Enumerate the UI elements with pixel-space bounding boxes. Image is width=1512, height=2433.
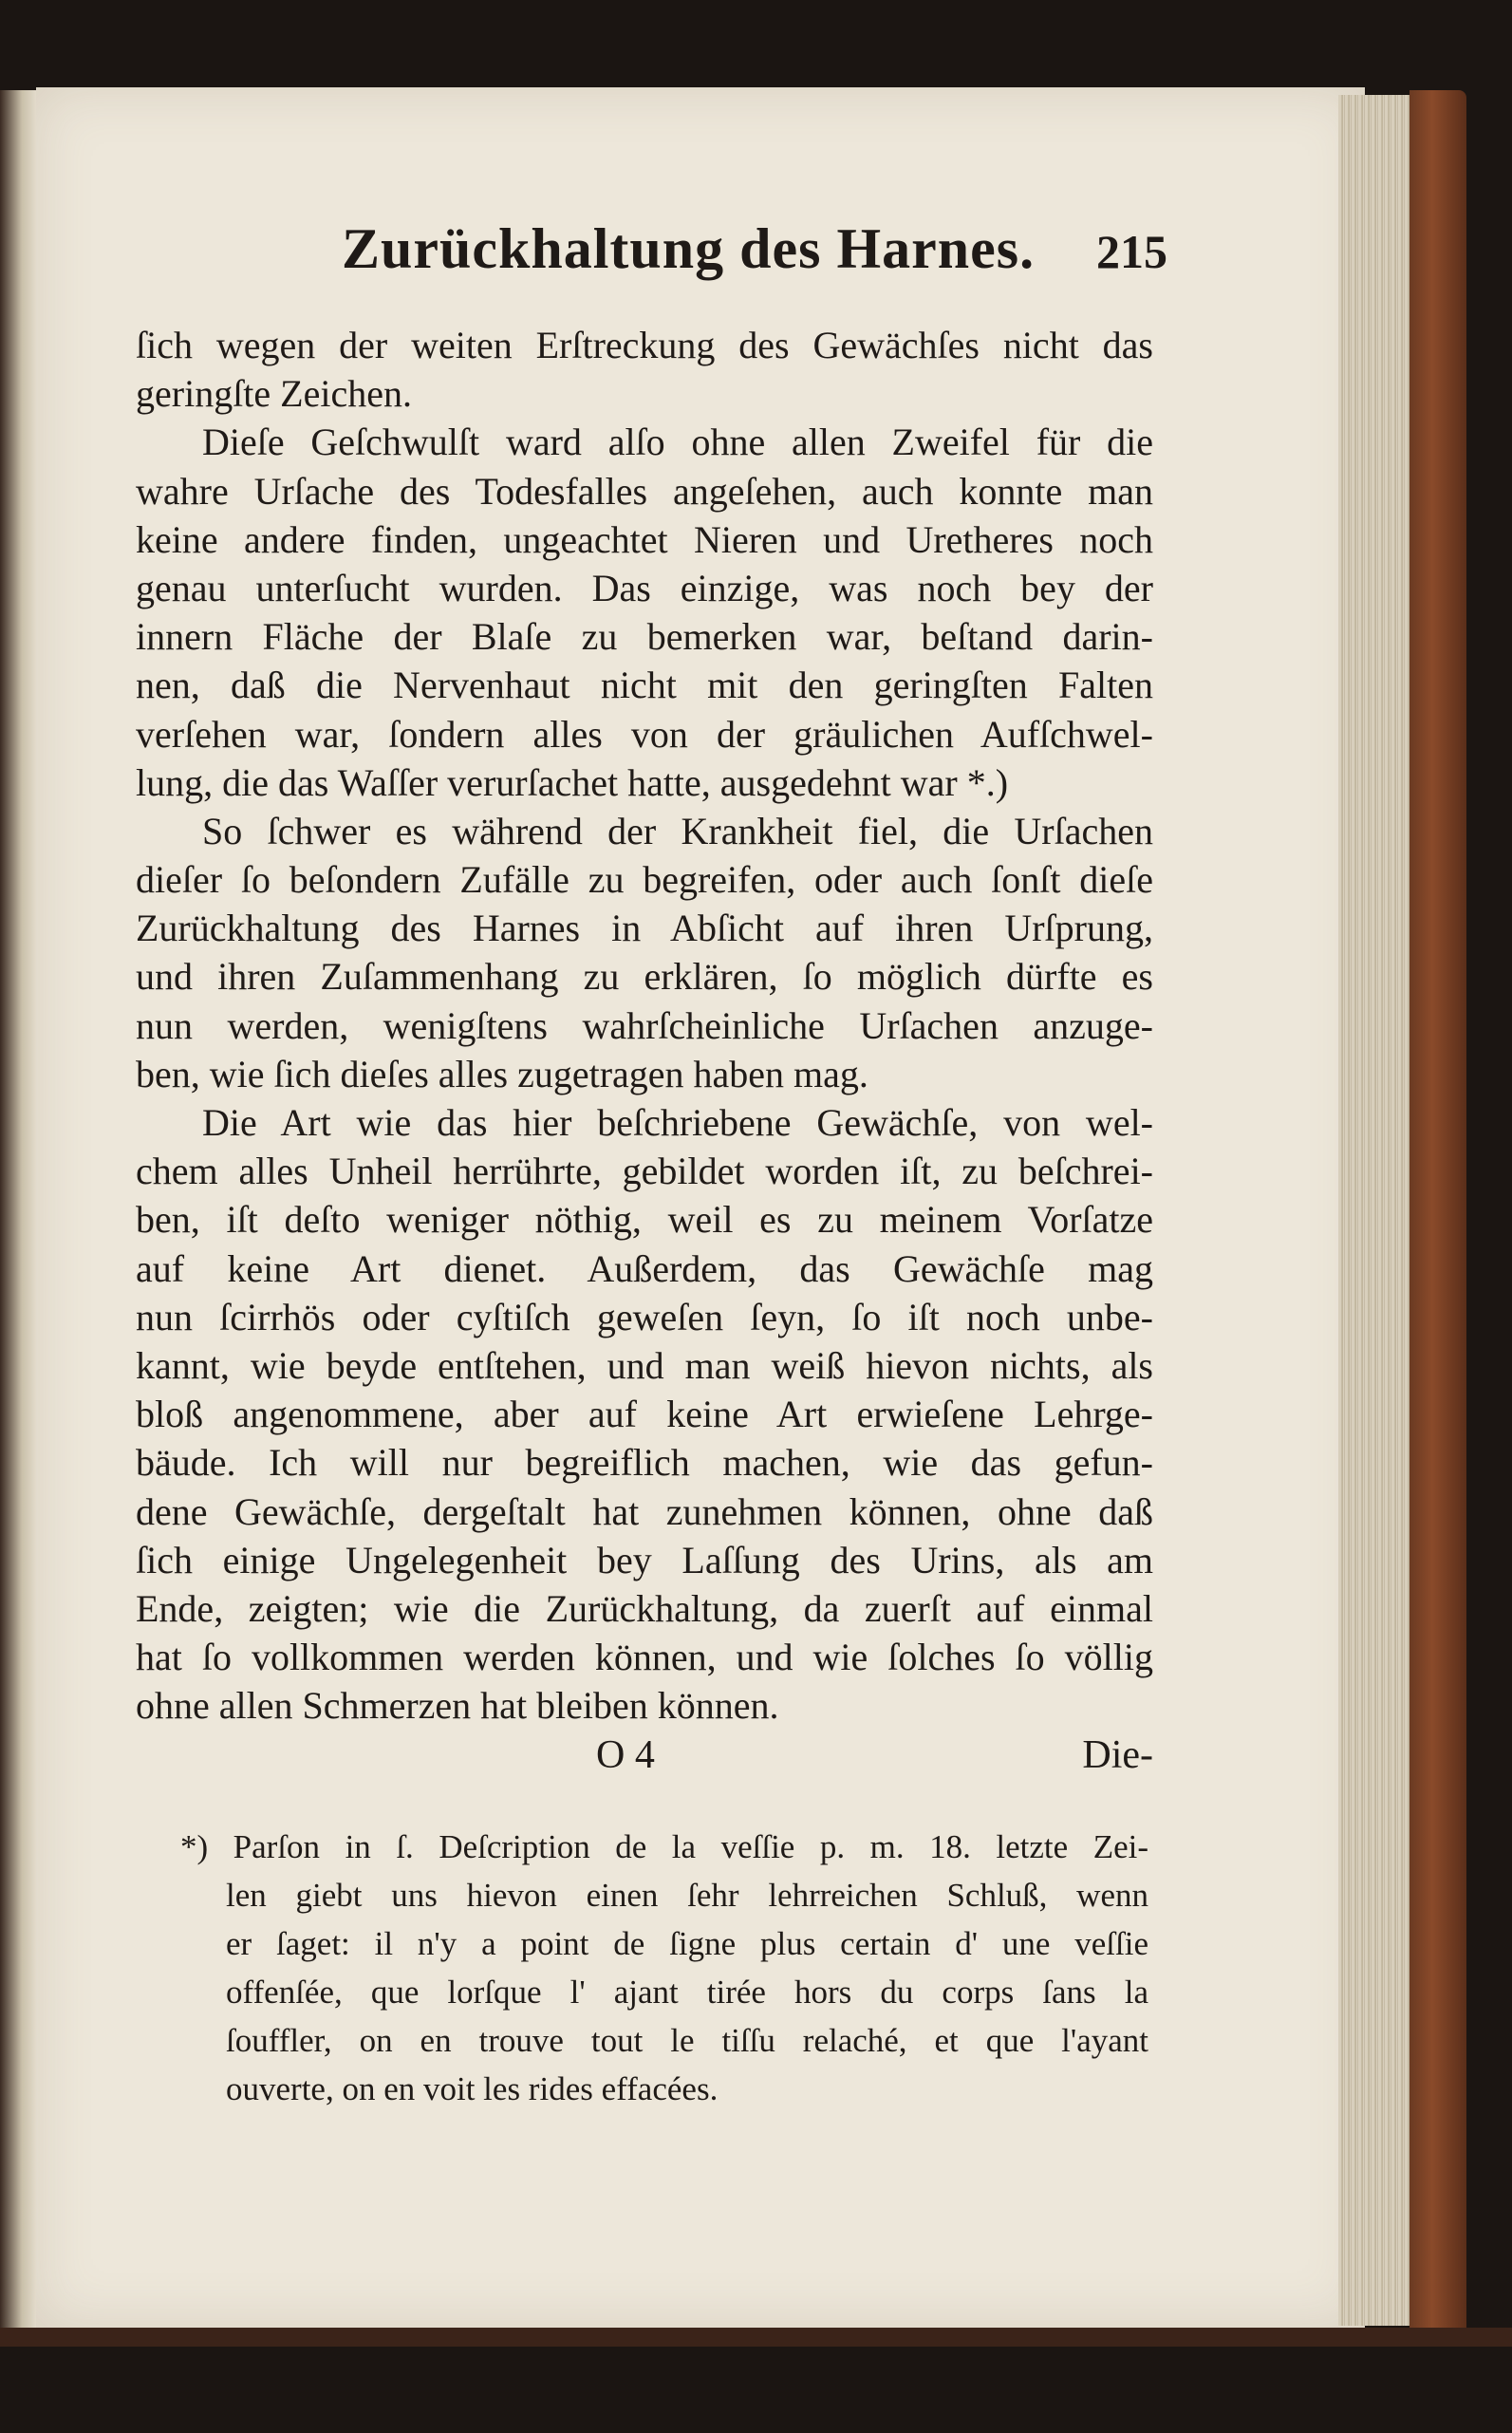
- text-line: So ſchwer es während der Krankheit fiel, die Urſachen: [202, 809, 1153, 852]
- text-line: nen, daß die Nervenhaut nicht mit den geringſten Falten: [136, 664, 1153, 707]
- text-line: ſich einige Ungelegenheit bey Laſſung des Urins, als am: [136, 1538, 1153, 1581]
- page-header: [323, 216, 1167, 292]
- left-page-edge: [0, 90, 40, 2330]
- text-line: innern Fläche der Blaſe zu bemerken war, beſtand darin-: [136, 615, 1153, 659]
- footnote-line: er ſaget: il n'y a point de ſigne plus certain d' une veſſie: [226, 1925, 1148, 1962]
- text-line: Dieſe Geſchwulſt ward alſo ohne allen Zweifel für die: [202, 421, 1153, 464]
- text-line: und ihren Zuſammenhang zu erklären, ſo möglich dürfte es: [136, 955, 1153, 999]
- text-line: auf keine Art dienet. Außerdem, das Gewächſe mag: [136, 1246, 1153, 1290]
- cover-bottom-band: [0, 2328, 1512, 2347]
- footnote-line: offenſée, que lorſque l' ajant tirée hors du corps ſans la: [226, 1974, 1148, 2011]
- text-line: ben, iſt deſto weniger nöthig, weil es zu meinem Vorſatze: [136, 1198, 1153, 1242]
- text-line: verſehen war, ſondern alles von der gräulichen Aufſchwel-: [136, 712, 1153, 756]
- footnote-line: *) Parſon in ſ. Deſcription de la veſſie p. m. 18. letzte Zei-: [180, 1828, 1148, 1865]
- text-line: dieſer ſo beſondern Zufälle zu begreifen, oder auch ſonſt dieſe: [136, 858, 1153, 902]
- text-line: Zurückhaltung des Harnes in Abſicht auf ihren Urſprung,: [136, 907, 1153, 950]
- text-line: nun werden, wenigſtens wahrſcheinliche Urſachen anzuge-: [136, 1003, 1153, 1047]
- text-line: lung, die das Waſſer verurſachet hatte, ausgedehnt war *.): [136, 760, 1009, 804]
- footnote-line: ſouffler, on en trouve tout le tiſſu relaché, et que l'ayant: [226, 2022, 1148, 2059]
- running-title: Zurückhaltung des Harnes.: [342, 217, 1036, 280]
- text-line: ſich wegen der weiten Erſtreckung des Gewächſes nicht das: [136, 324, 1153, 366]
- text-line: ohne allen Schmerzen hat bleiben können.: [136, 1684, 779, 1728]
- text-line: wahre Urſache des Todesfalles angeſehen, auch konnte man: [136, 469, 1153, 513]
- text-line: genau unterſucht wurden. Das einzige, was noch bey der: [136, 566, 1153, 609]
- text-line: bäude. Ich will nur begreiflich machen, wie das gefun-: [136, 1441, 1153, 1485]
- footnote-line: len giebt uns hievon einen ſehr lehrreichen Schluß, wenn: [226, 1877, 1148, 1914]
- footnote-line: ouverte, on en voit les rides effacées.: [226, 2070, 719, 2107]
- catchword: Die-: [1082, 1733, 1153, 1777]
- text-line: bloß angenommene, aber auf keine Art erwieſene Lehrge-: [136, 1393, 1153, 1436]
- text-line: Ende, zeigten; wie die Zurückhaltung, da zuerſt auf einmal: [136, 1586, 1153, 1630]
- page-number: 215: [1096, 225, 1167, 278]
- page-block-edge: [1338, 95, 1409, 2326]
- main-text: [136, 321, 1153, 1730]
- text-line: nun ſcirrhös oder cyſtiſch geweſen ſeyn, ſo iſt noch unbe-: [136, 1295, 1153, 1338]
- text-line: keine andere finden, ungeachtet Nieren und Uretheres noch: [136, 517, 1153, 561]
- text-line: hat ſo vollkommen werden können, und wie ſolches ſo völlig: [136, 1636, 1153, 1679]
- text-line: chem alles Unheil herrührte, gebildet worden iſt, zu beſchrei-: [136, 1150, 1153, 1193]
- text-line: geringſte Zeichen.: [136, 372, 412, 416]
- signature-line: [136, 1732, 1153, 1786]
- text-line: ben, wie ſich dieſes alles zugetragen haben mag.: [136, 1052, 868, 1095]
- text-line: kannt, wie beyde entſtehen, und man weiß hievon nichts, als: [136, 1343, 1153, 1387]
- text-line: Die Art wie das hier beſchriebene Gewächſe, von wel-: [202, 1101, 1153, 1144]
- footnote: [180, 1823, 1148, 2113]
- book-cover-edge: [1409, 90, 1466, 2340]
- text-line: dene Gewächſe, dergeſtalt hat zunehmen können, ohne daß: [136, 1489, 1153, 1533]
- signature-mark: O 4: [596, 1733, 655, 1777]
